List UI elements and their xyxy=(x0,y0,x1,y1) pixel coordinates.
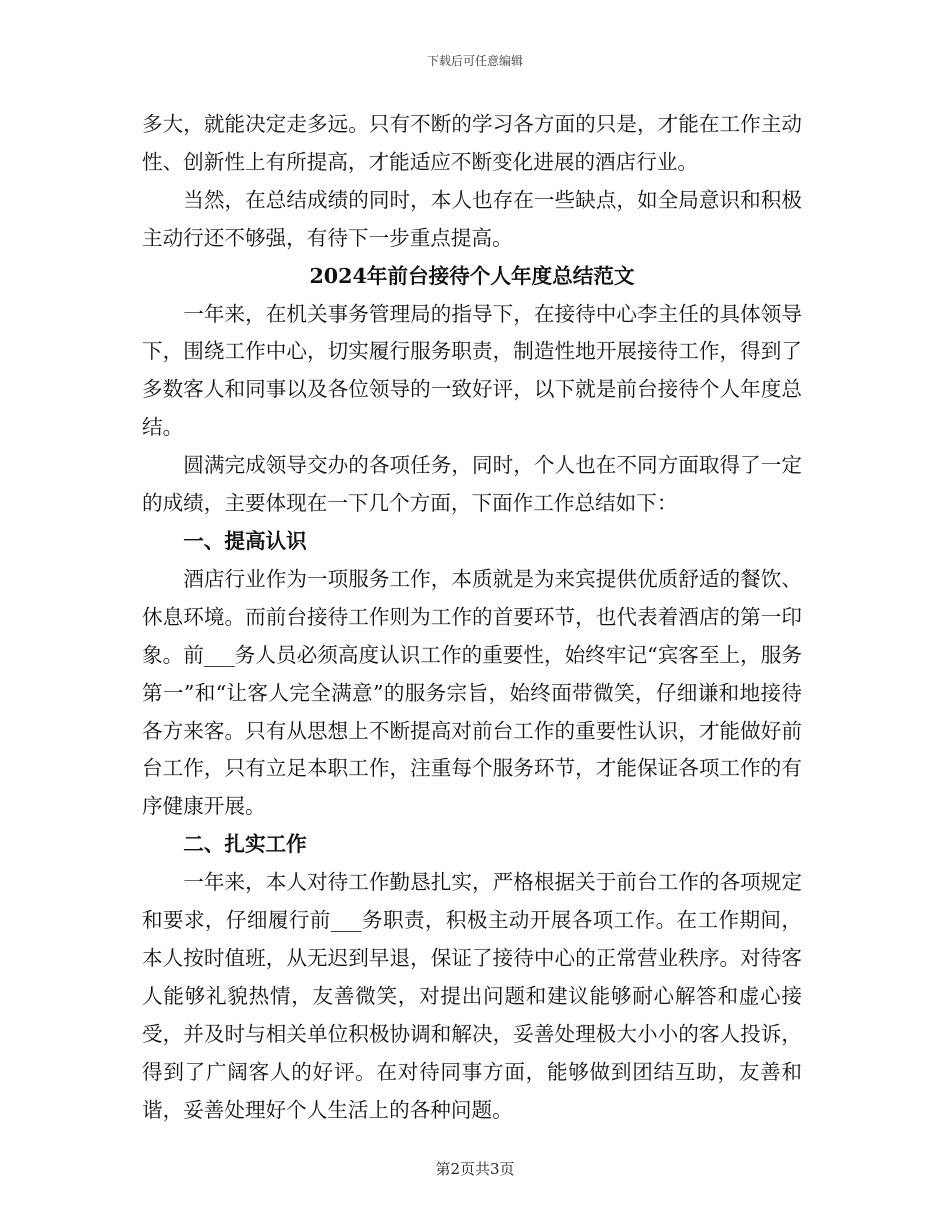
paragraph-continued: 多大，就能决定走多远。只有不断的学习各方面的只是，才能在工作主动性、创新性上有所提高，才能适应不断变化进展的酒店行业。 xyxy=(142,112,802,174)
document-title: 2024年前台接待个人年度总结范文 xyxy=(309,263,635,288)
page-header: 下载后可任意编辑 xyxy=(426,54,523,68)
paragraph-solid-work: 一年来，本人对待工作勤恳扎实，严格根据关于前台工作的各项规定和要求，仔细履行前___务职责，积极主动开展各项工作。在工作期间，本人按时值班，从无迟到早退，保证了接待中心的正常营业秩序。对待客人能够礼貌热情，友善微笑，对提出问题和建议能够耐心解答和虚心接受，并及时与相关单位积极协调和解决，妥善处理极大小小的客人投诉，得到了广阔客人的好评。在对待同事方面，能够做到团结互助，友善和谐，妥善处理好个人生活上的各种问题。 xyxy=(142,870,802,1122)
section-heading-2: 二、扎实工作 xyxy=(183,832,307,857)
paragraph-shortcomings: 当然，在总结成绩的同时，本人也存在一些缺点，如全局意识和积极主动行还不够强，有待下一步重点提高。 xyxy=(142,187,802,250)
section-heading-1: 一、提高认识 xyxy=(183,528,307,553)
paragraph-summary: 圆满完成领导交办的各项任务，同时，个人也在不同方面取得了一定的成绩，主要体现在一下几个方面，下面作工作总结如下： xyxy=(142,453,802,516)
paragraph-awareness: 酒店行业作为一项服务工作，本质就是为来宾提供优质舒适的餐饮、休息环境。而前台接待工作则为工作的首要环节，也代表着酒店的第一印象。前___务人员必须高度认识工作的重要性，始终牢记“宾客至上，服务第一”和“让客人完全满意”的服务宗旨，始终面带微笑，仔细谦和地接待各方来客。只有从思想上不断提高对前台工作的重要性认识，才能做好前台工作，只有立足本职工作，注重每个服务环节，才能保证各项工作的有序健康开展。 xyxy=(142,566,802,819)
document-body xyxy=(142,106,802,1129)
paragraph-intro: 一年来，在机关事务管理局的指导下，在接待中心李主任的具体领导下，围绕工作中心，切实履行服务职责，制造性地开展接待工作，得到了多数客人和同事以及各位领导的一致好评，以下就是前台接待个人年度总结。 xyxy=(142,301,802,440)
page-footer: 第2页共3页 xyxy=(435,1160,515,1178)
